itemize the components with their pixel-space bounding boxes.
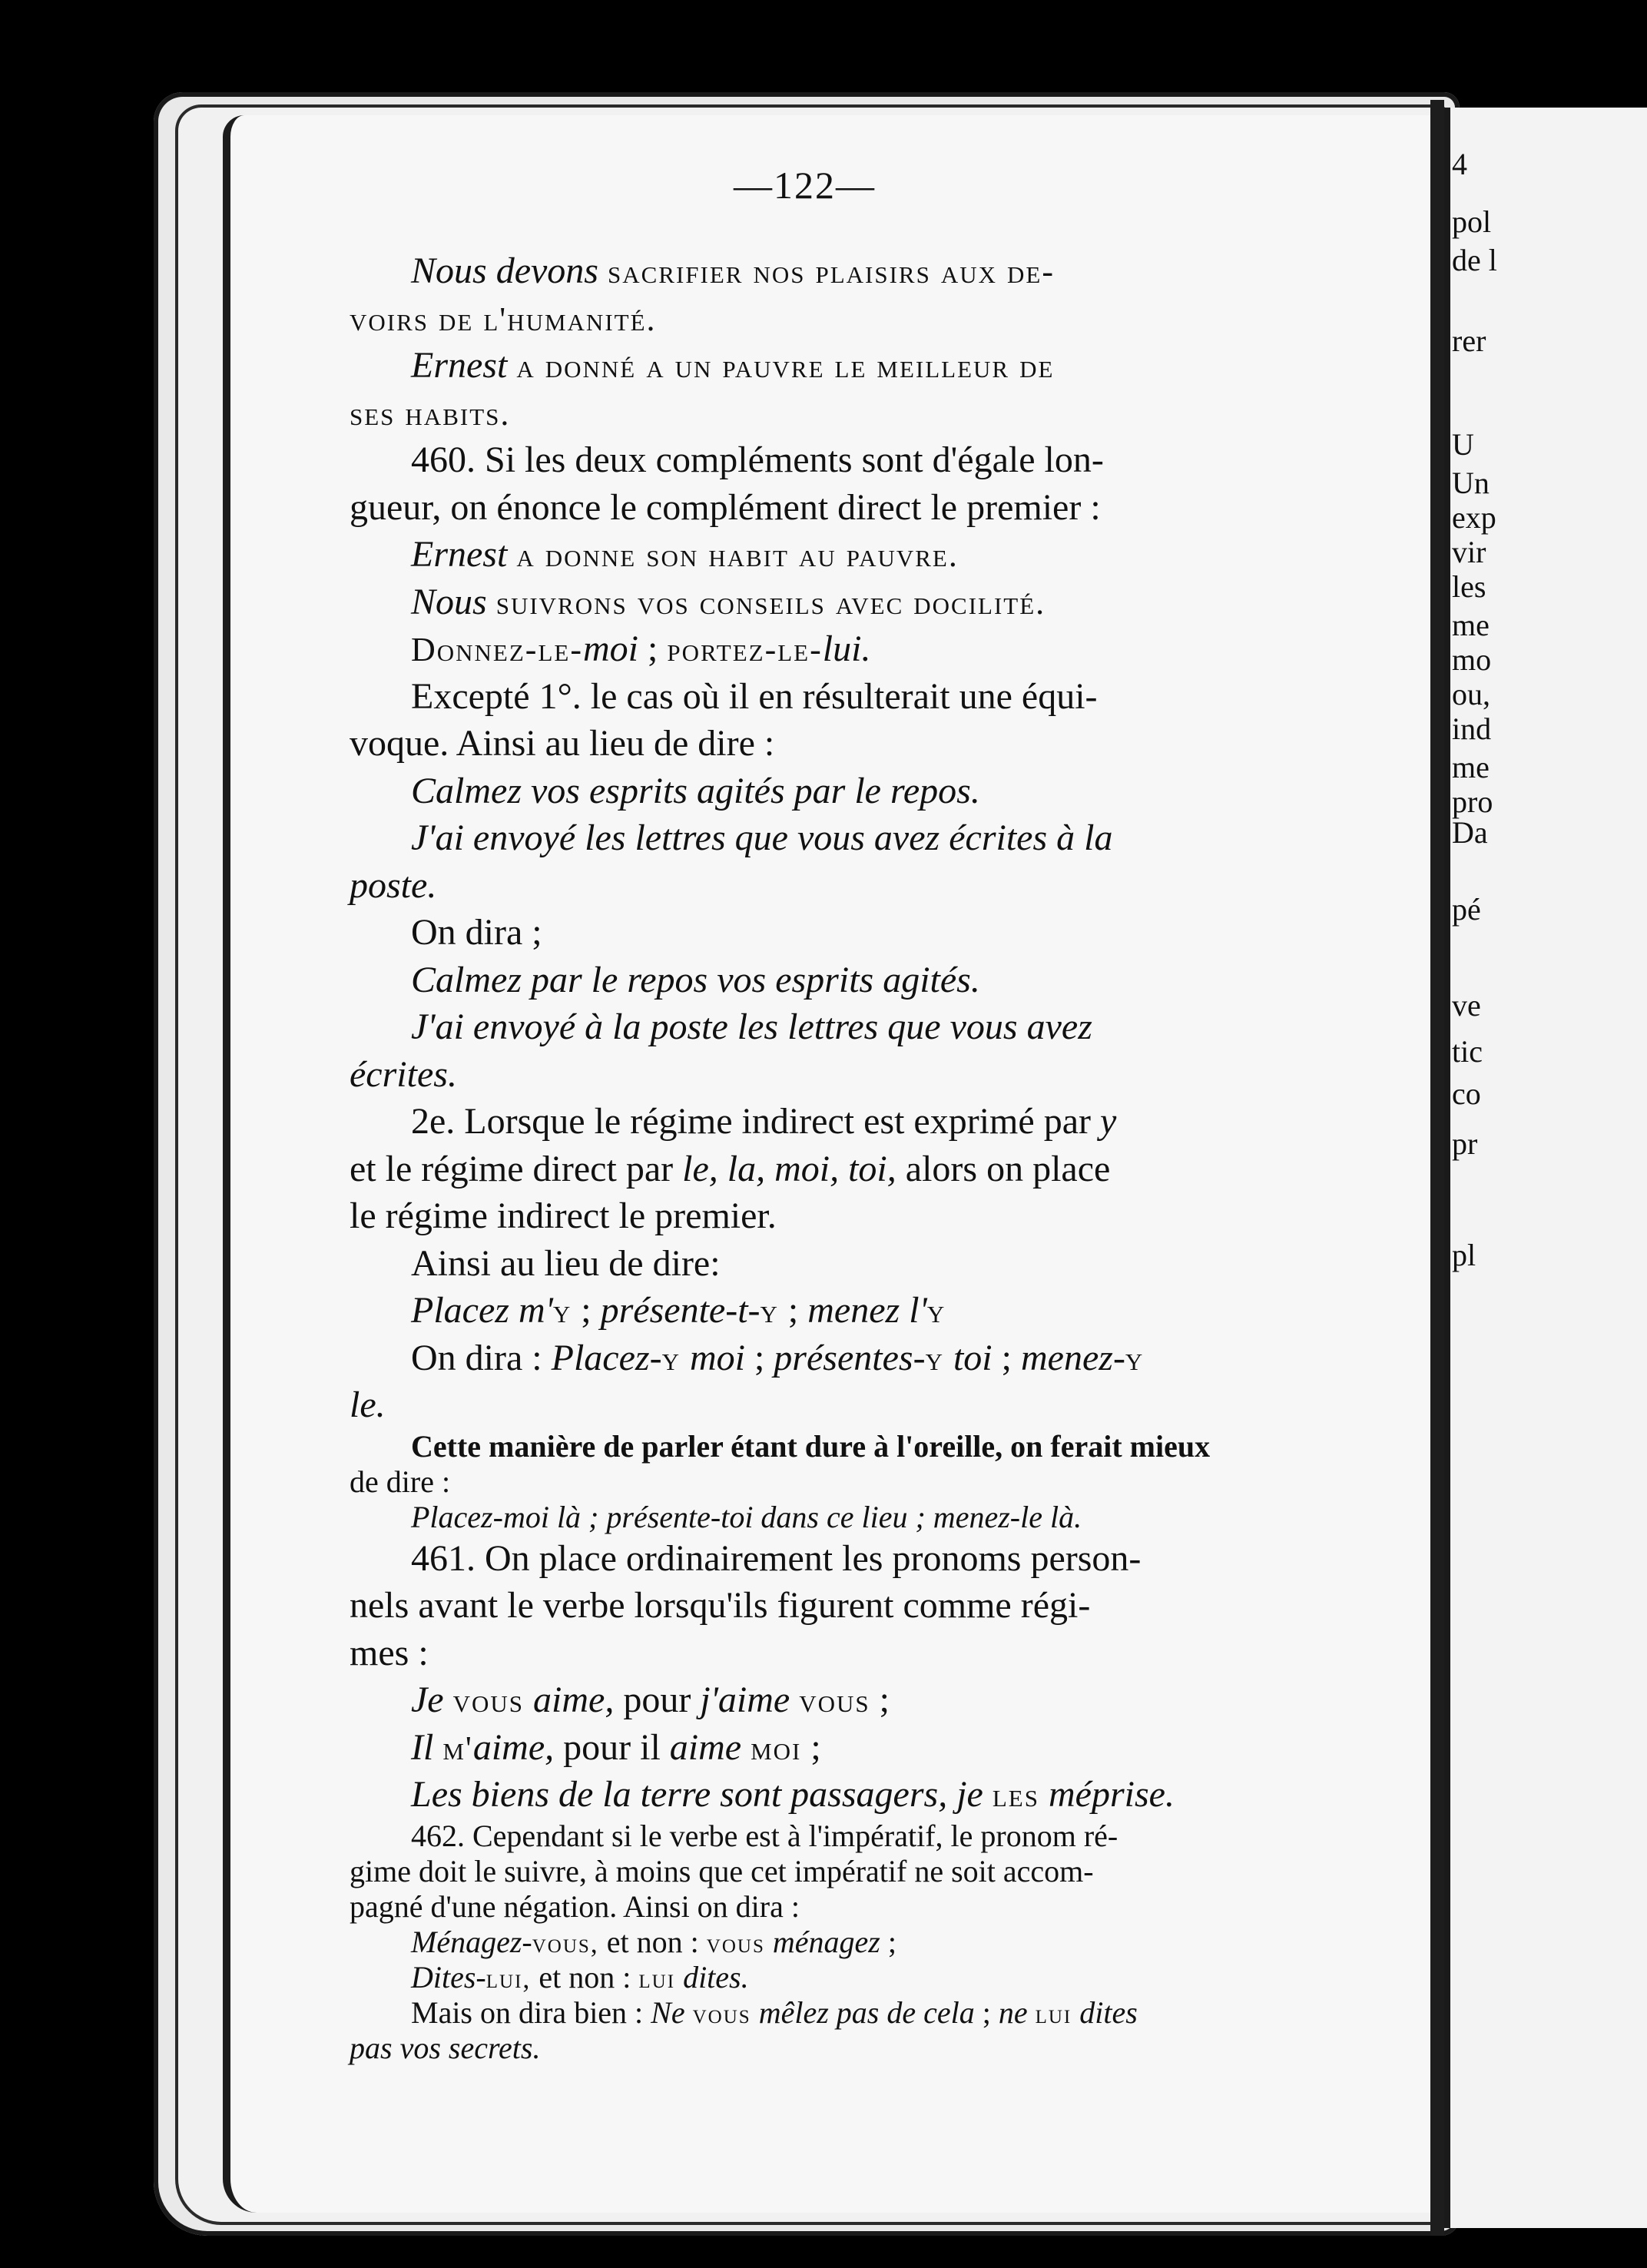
text-run: 462. Cependant si le verbe est à l'impératif, le pronom ré-	[411, 1818, 1118, 1853]
text-run: et le régime direct par	[350, 1148, 683, 1189]
text-run: vous,	[532, 1927, 599, 1958]
text-run: et non :	[598, 1924, 707, 1959]
text-line-content	[411, 582, 1046, 622]
text-line-content	[411, 1290, 946, 1331]
text-run: dites.	[675, 1959, 749, 1994]
text-run: y	[1125, 1339, 1145, 1378]
text-run: 461. On place ordinairement les pronoms person-	[411, 1537, 1142, 1579]
text-run: portez-le-	[667, 631, 823, 668]
text-line-content	[350, 298, 657, 339]
text-line	[350, 1051, 1298, 1099]
right-page-fragment: de l	[1452, 243, 1497, 277]
text-run: Placez-moi là ; présente-toi dans ce lieu ; menez-le là.	[411, 1499, 1082, 1534]
text-line-content	[411, 1960, 749, 1994]
text-line-content	[411, 1338, 1144, 1378]
text-line-content	[411, 1925, 896, 1959]
text-line	[350, 1381, 1298, 1429]
text-line-content	[411, 1774, 1175, 1815]
text-line	[350, 862, 1298, 910]
text-line	[350, 1535, 1298, 1583]
text-line	[350, 1500, 1298, 1535]
text-run: menez l'	[807, 1290, 927, 1331]
text-line-content	[411, 1243, 721, 1284]
text-line-content	[350, 2031, 540, 2065]
text-run: sacrifier nos plaisirs aux de-	[607, 253, 1055, 290]
section-rules	[350, 247, 1298, 1429]
text-run: moi	[751, 1729, 802, 1767]
text-run: ne	[998, 1994, 1036, 2030]
text-run: Donnez-le-	[411, 631, 583, 668]
text-run: pagné d'une négation. Ainsi on dira :	[350, 1888, 800, 1924]
text-line	[350, 1724, 1298, 1772]
text-run: ;	[572, 1290, 601, 1331]
text-line-content	[411, 439, 1104, 480]
text-line-content	[411, 1101, 1116, 1142]
text-run: aime,	[524, 1679, 615, 1720]
text-run: y	[552, 1292, 572, 1330]
text-line-content	[350, 1195, 777, 1236]
right-page-fragment: tic	[1452, 1034, 1483, 1069]
text-run: y	[760, 1292, 779, 1330]
text-run: J'ai envoyé à la poste les lettres que vous avez	[411, 1006, 1092, 1047]
text-run: ;	[870, 1679, 890, 1720]
right-page-fragment: rer	[1452, 323, 1486, 358]
text-line	[350, 1192, 1298, 1240]
text-run: lui	[638, 1962, 676, 1994]
text-run: écrites.	[350, 1053, 457, 1095]
text-line	[350, 2031, 1298, 2066]
text-run: lui,	[485, 1962, 532, 1994]
text-run: Je	[411, 1679, 453, 1720]
text-run: Cette manière de parler étant dure à l'oreille, on ferait mieux	[411, 1428, 1211, 1464]
text-line-content	[411, 1679, 890, 1720]
text-line-content	[411, 534, 959, 575]
text-run: présentes-	[774, 1337, 926, 1378]
text-run: Nous devons	[411, 250, 608, 291]
text-run: voirs de l'humanité.	[350, 300, 657, 338]
text-run: poste.	[350, 864, 437, 906]
text-line	[350, 1925, 1298, 1960]
text-line-content	[350, 1633, 429, 1673]
text-run: Il	[411, 1726, 443, 1768]
text-line-content	[411, 960, 980, 1000]
text-line	[350, 295, 1298, 343]
text-line	[350, 1630, 1298, 1677]
right-page-fragment: 4	[1452, 147, 1467, 181]
text-run: vous	[799, 1682, 870, 1719]
text-line	[350, 1889, 1298, 1925]
right-page-fragment: ind	[1452, 711, 1492, 746]
text-run: Calmez vos esprits agités par le repos.	[411, 770, 980, 811]
text-line-content	[411, 1727, 821, 1768]
text-run: ;	[992, 1337, 1021, 1378]
text-run: On dira :	[411, 1337, 552, 1378]
text-run: j'aime	[700, 1679, 800, 1720]
text-run: pour il	[554, 1726, 670, 1768]
right-page-fragment: me	[1452, 608, 1490, 642]
text-line	[350, 814, 1298, 862]
text-line	[350, 768, 1298, 815]
text-line	[350, 957, 1298, 1004]
text-run: Placez m'	[411, 1290, 553, 1331]
right-page-fragment: co	[1452, 1076, 1481, 1111]
text-run: ses habits.	[350, 394, 511, 433]
text-run: moi	[583, 628, 638, 669]
text-line-content	[350, 1464, 450, 1499]
text-line	[350, 1854, 1298, 1889]
text-line-content	[350, 1889, 800, 1924]
text-run: mêlez pas de cela	[751, 1994, 975, 2030]
text-run: ;	[880, 1924, 896, 1959]
text-line	[350, 1995, 1298, 2031]
right-page-fragment: Da	[1452, 815, 1488, 850]
page-number: —122—	[734, 164, 876, 207]
text-line-content	[411, 676, 1098, 717]
right-page-fragment: ou,	[1452, 677, 1490, 711]
right-page-fragment: pl	[1452, 1238, 1476, 1272]
text-line-content	[411, 1500, 1082, 1534]
text-run: vous	[452, 1682, 525, 1719]
text-run: Ainsi au lieu de dire:	[411, 1242, 721, 1284]
text-run: nels avant le verbe lorsqu'ils figurent comme régi-	[350, 1585, 1091, 1626]
text-run: ;	[744, 1337, 774, 1378]
text-line	[350, 579, 1298, 626]
text-line-content	[350, 393, 510, 433]
text-line-content	[350, 1149, 1110, 1189]
text-line-content	[350, 1384, 386, 1425]
section-note	[350, 1429, 1298, 1535]
text-run: a donne son habit au pauvre.	[516, 536, 959, 574]
right-page-fragment: pro	[1452, 784, 1493, 819]
text-run: mes :	[350, 1632, 429, 1673]
text-run: Dites-	[411, 1959, 486, 1994]
book-spine	[1430, 100, 1444, 2236]
text-line	[350, 673, 1298, 721]
text-line	[350, 390, 1298, 437]
text-line-content	[411, 250, 1055, 291]
text-line	[350, 1676, 1298, 1724]
text-line	[350, 1960, 1298, 1995]
text-line-content	[350, 723, 774, 764]
text-run: menez-	[1020, 1337, 1125, 1378]
text-run: Nous	[411, 581, 496, 622]
text-run: Mais on dira bien :	[411, 1994, 651, 2030]
text-run: Ménagez-	[411, 1924, 532, 1959]
section-462	[350, 1819, 1298, 2066]
text-line	[350, 1003, 1298, 1051]
text-run: et non :	[531, 1959, 639, 1994]
text-run: ;	[974, 1994, 999, 2030]
text-run: y	[926, 1292, 946, 1330]
text-line-content	[350, 1585, 1090, 1626]
text-run: gime doit le suivre, à moins que cet impératif ne soit accom-	[350, 1853, 1094, 1888]
text-line-content	[411, 1819, 1118, 1853]
text-run: lui.	[822, 628, 871, 669]
right-page-fragment: me	[1452, 750, 1490, 784]
right-page-fragment: exp	[1452, 500, 1496, 535]
text-run: Ernest	[411, 345, 517, 386]
text-run: alors on place	[896, 1148, 1111, 1189]
text-run: ;	[638, 628, 668, 669]
text-run: voque. Ainsi au lieu de dire :	[350, 723, 775, 764]
text-line-content	[411, 814, 1113, 862]
right-page-fragment: pé	[1452, 892, 1481, 927]
right-page-fragment: pol	[1452, 204, 1492, 239]
text-run: gueur, on énonce le complément direct le premier :	[350, 486, 1101, 528]
text-line-content	[411, 1995, 1138, 2030]
text-line-content	[411, 1538, 1141, 1579]
text-run: pas vos secrets.	[350, 2030, 541, 2065]
text-run: présente-t-	[600, 1290, 761, 1331]
text-run: ménagez	[764, 1924, 880, 1959]
right-page-fragment: mo	[1452, 642, 1492, 677]
text-run: ;	[778, 1290, 808, 1331]
text-line	[350, 1287, 1298, 1335]
right-page-fragment: vir	[1452, 535, 1486, 569]
text-line-content	[411, 1429, 1210, 1464]
text-line-content	[411, 342, 1054, 390]
text-run: ;	[801, 1726, 821, 1768]
text-line	[350, 484, 1298, 532]
text-run: aime,	[472, 1726, 555, 1768]
text-line	[350, 1429, 1298, 1464]
section-461	[350, 1535, 1298, 1819]
text-run: moi	[680, 1337, 745, 1378]
text-run: aime	[669, 1726, 751, 1768]
text-line	[350, 1582, 1298, 1630]
text-run: y	[661, 1339, 681, 1378]
right-page-fragment: Un	[1452, 466, 1490, 500]
text-line	[350, 1146, 1298, 1193]
text-run: les	[992, 1776, 1039, 1814]
text-run: On dira ;	[411, 912, 542, 953]
text-run: Les biens de la terre sont passagers, je	[411, 1774, 993, 1815]
text-run: le, la, moi, toi,	[682, 1148, 896, 1189]
text-run: a donné a un pauvre le meilleur de	[516, 347, 1055, 385]
text-line	[350, 1819, 1298, 1854]
text-line	[350, 720, 1298, 768]
text-line	[350, 909, 1298, 957]
text-line-content	[350, 1054, 457, 1095]
text-line-content	[350, 487, 1101, 528]
text-run: Ne	[651, 1994, 693, 2030]
text-line	[350, 625, 1298, 673]
text-line	[350, 342, 1298, 390]
text-run: 460. Si les deux compléments sont d'égale lon-	[411, 439, 1104, 480]
text-line	[350, 531, 1298, 579]
text-run: dites	[1072, 1994, 1138, 2030]
text-run: toi	[943, 1337, 993, 1378]
text-run: méprise.	[1039, 1774, 1175, 1815]
text-run: y	[1099, 1101, 1117, 1142]
text-line	[350, 1335, 1298, 1382]
text-line-content	[350, 865, 436, 906]
right-page-fragment: pr	[1452, 1126, 1478, 1161]
text-run: le.	[350, 1384, 386, 1425]
text-run: vous	[692, 1998, 751, 2029]
text-line	[350, 436, 1298, 484]
text-line-content	[411, 628, 870, 669]
text-line-content	[350, 1854, 1094, 1888]
text-line	[350, 1464, 1298, 1500]
text-run: y	[925, 1339, 944, 1378]
text-run: Placez-	[551, 1337, 662, 1378]
right-page-fragment: ve	[1452, 988, 1481, 1023]
right-page-fragment: U	[1452, 427, 1474, 462]
right-page	[1444, 108, 1647, 2228]
text-line	[350, 1771, 1298, 1819]
text-run: Ernest	[411, 534, 517, 575]
text-run: Calmez par le repos vos esprits agités.	[411, 959, 980, 1000]
text-run: J'ai envoyé les lettres que vous avez écrites à la	[411, 817, 1113, 858]
text-line-content	[411, 771, 980, 811]
text-run: lui	[1035, 1998, 1072, 2029]
page-text	[350, 247, 1298, 2066]
text-run: le régime indirect le premier.	[350, 1195, 777, 1236]
text-run: de dire :	[350, 1464, 451, 1499]
text-line	[350, 1098, 1298, 1146]
text-line	[350, 1240, 1298, 1288]
text-run: m'	[442, 1729, 473, 1767]
text-line-content	[411, 912, 542, 953]
text-run: pour	[614, 1679, 701, 1720]
text-run: suivrons vos conseils avec docilité.	[495, 583, 1046, 622]
text-run: vous	[706, 1927, 765, 1958]
text-line	[350, 247, 1298, 295]
right-page-fragment: les	[1452, 569, 1486, 604]
text-line-content	[411, 1003, 1092, 1051]
text-run: 2e. Lorsque le régime indirect est exprimé par	[411, 1101, 1100, 1142]
text-run: Excepté 1°. le cas où il en résulterait une équi-	[411, 675, 1098, 717]
